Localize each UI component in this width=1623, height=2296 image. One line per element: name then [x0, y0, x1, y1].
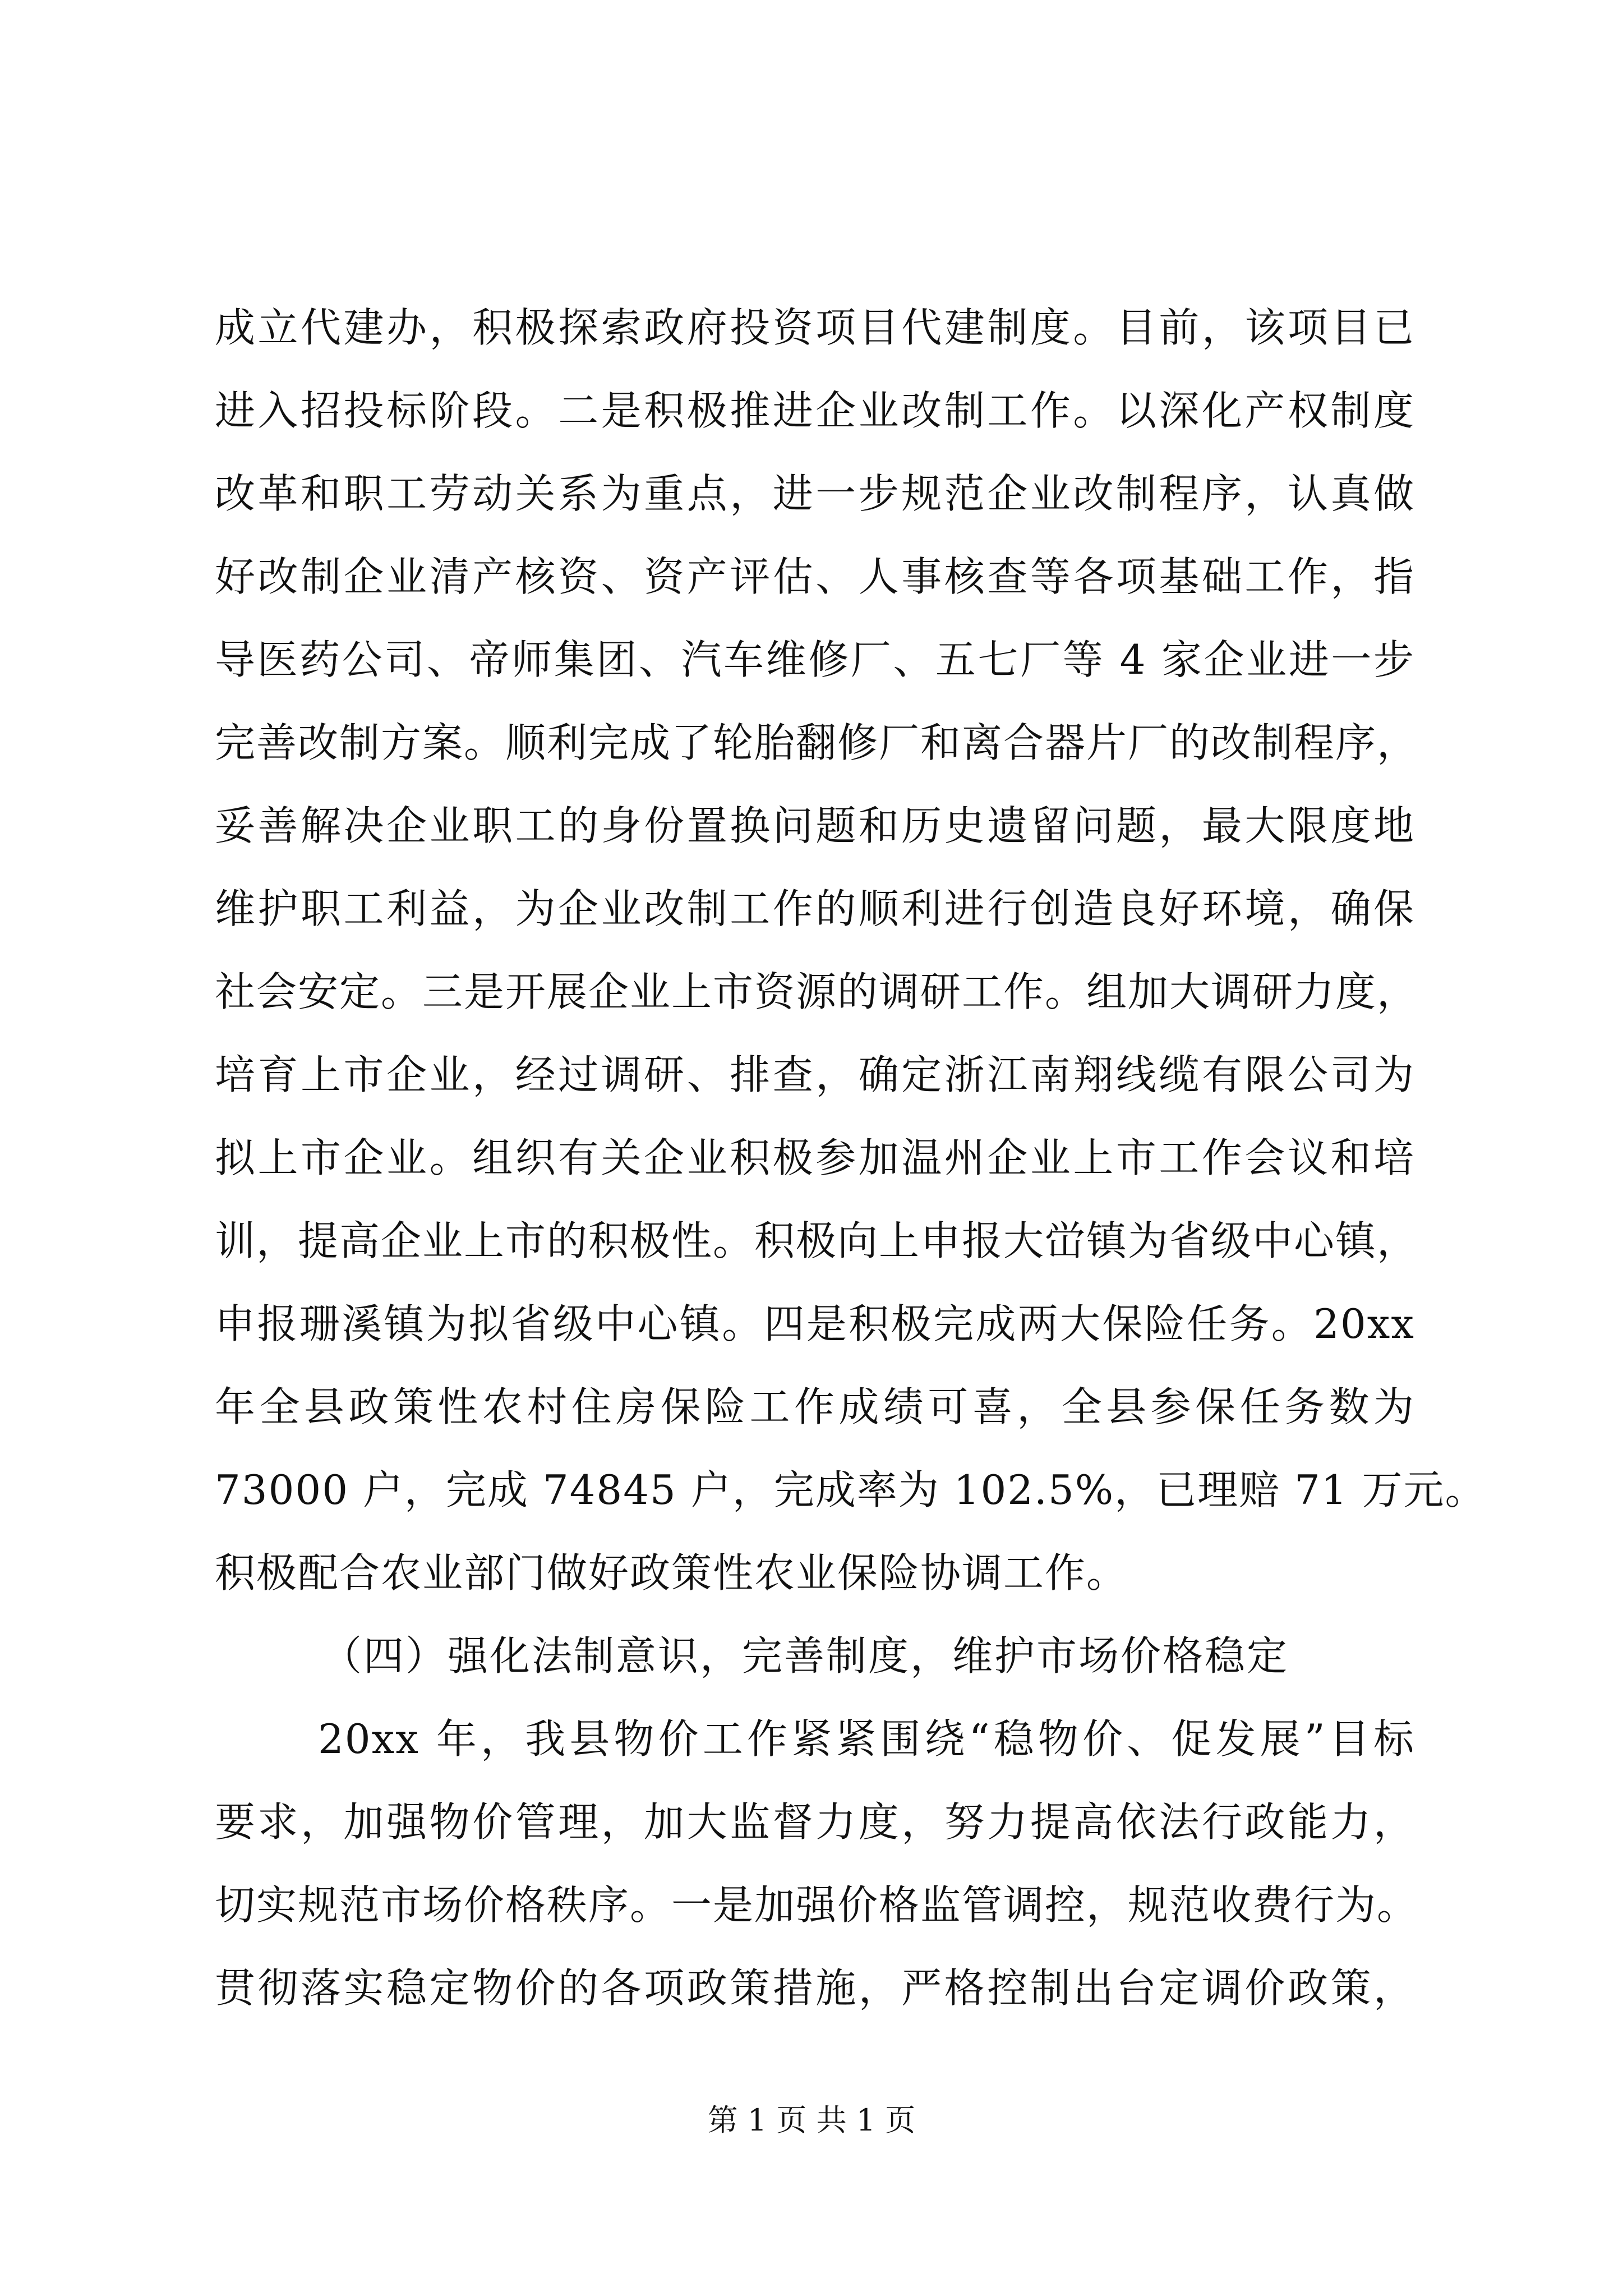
section-heading: （四）强化法制意识，完善制度，维护市场价格稳定 [321, 1632, 1289, 1680]
paragraph-line: 切实规范市场价格秩序。一是加强价格监管调控，规范收费行为。 [215, 1881, 1419, 1929]
paragraph-line: 要求，加强物价管理，加大监督力度，努力提高依法行政能力， [215, 1798, 1415, 1846]
paragraph-line: 培育上市企业，经过调研、排查，确定浙江南翔线缆有限公司为 [215, 1051, 1415, 1098]
paragraph-line: 成立代建办，积极探索政府投资项目代建制度。目前，该项目已 [215, 304, 1415, 351]
paragraph-line: 拟上市企业。组织有关企业积极参加温州企业上市工作会议和培 [215, 1134, 1415, 1181]
paragraph-line: 进入招投标阶段。二是积极推进企业改制工作。以深化产权制度 [215, 387, 1415, 434]
document-body [215, 286, 1487, 2030]
paragraph-line: 妥善解决企业职工的身份置换问题和历史遗留问题，最大限度地 [215, 802, 1415, 849]
paragraph-line: 好改制企业清产核资、资产评估、人事核查等各项基础工作，指 [215, 553, 1415, 600]
paragraph-line: 社会安定。三是开展企业上市资源的调研工作。组加大调研力度， [215, 968, 1419, 1015]
page-number-footer: 第 1 页 共 1 页 [707, 2102, 916, 2138]
paragraph-line: 训，提高企业上市的积极性。积极向上申报大峃镇为省级中心镇， [215, 1217, 1419, 1264]
paragraph-line: 年全县政策性农村住房保险工作成绩可喜，全县参保任务数为 [215, 1383, 1415, 1430]
paragraph-line: 申报珊溪镇为拟省级中心镇。四是积极完成两大保险任务。20xx [215, 1300, 1415, 1347]
paragraph-line: 维护职工利益，为企业改制工作的顺利进行创造良好环境，确保 [215, 885, 1415, 932]
paragraph-line: 导医药公司、帝师集团、汽车维修厂、五七厂等 4 家企业进一步 [215, 636, 1415, 683]
paragraph-line: 73000 户，完成 74845 户，完成率为 102.5%，已理赔 71 万元。 [215, 1466, 1487, 1513]
paragraph-line: 20xx 年，我县物价工作紧紧围绕“稳物价、促发展”目标 [318, 1715, 1415, 1763]
paragraph-line: 积极配合农业部门做好政策性农业保险协调工作。 [215, 1549, 1128, 1596]
paragraph-line: 贯彻落实稳定物价的各项政策措施，严格控制出台定调价政策， [215, 1964, 1415, 2012]
paragraph-line: 完善改制方案。顺利完成了轮胎翻修厂和离合器片厂的改制程序， [215, 719, 1419, 766]
paragraph-line: 改革和职工劳动关系为重点，进一步规范企业改制程序，认真做 [215, 470, 1415, 517]
